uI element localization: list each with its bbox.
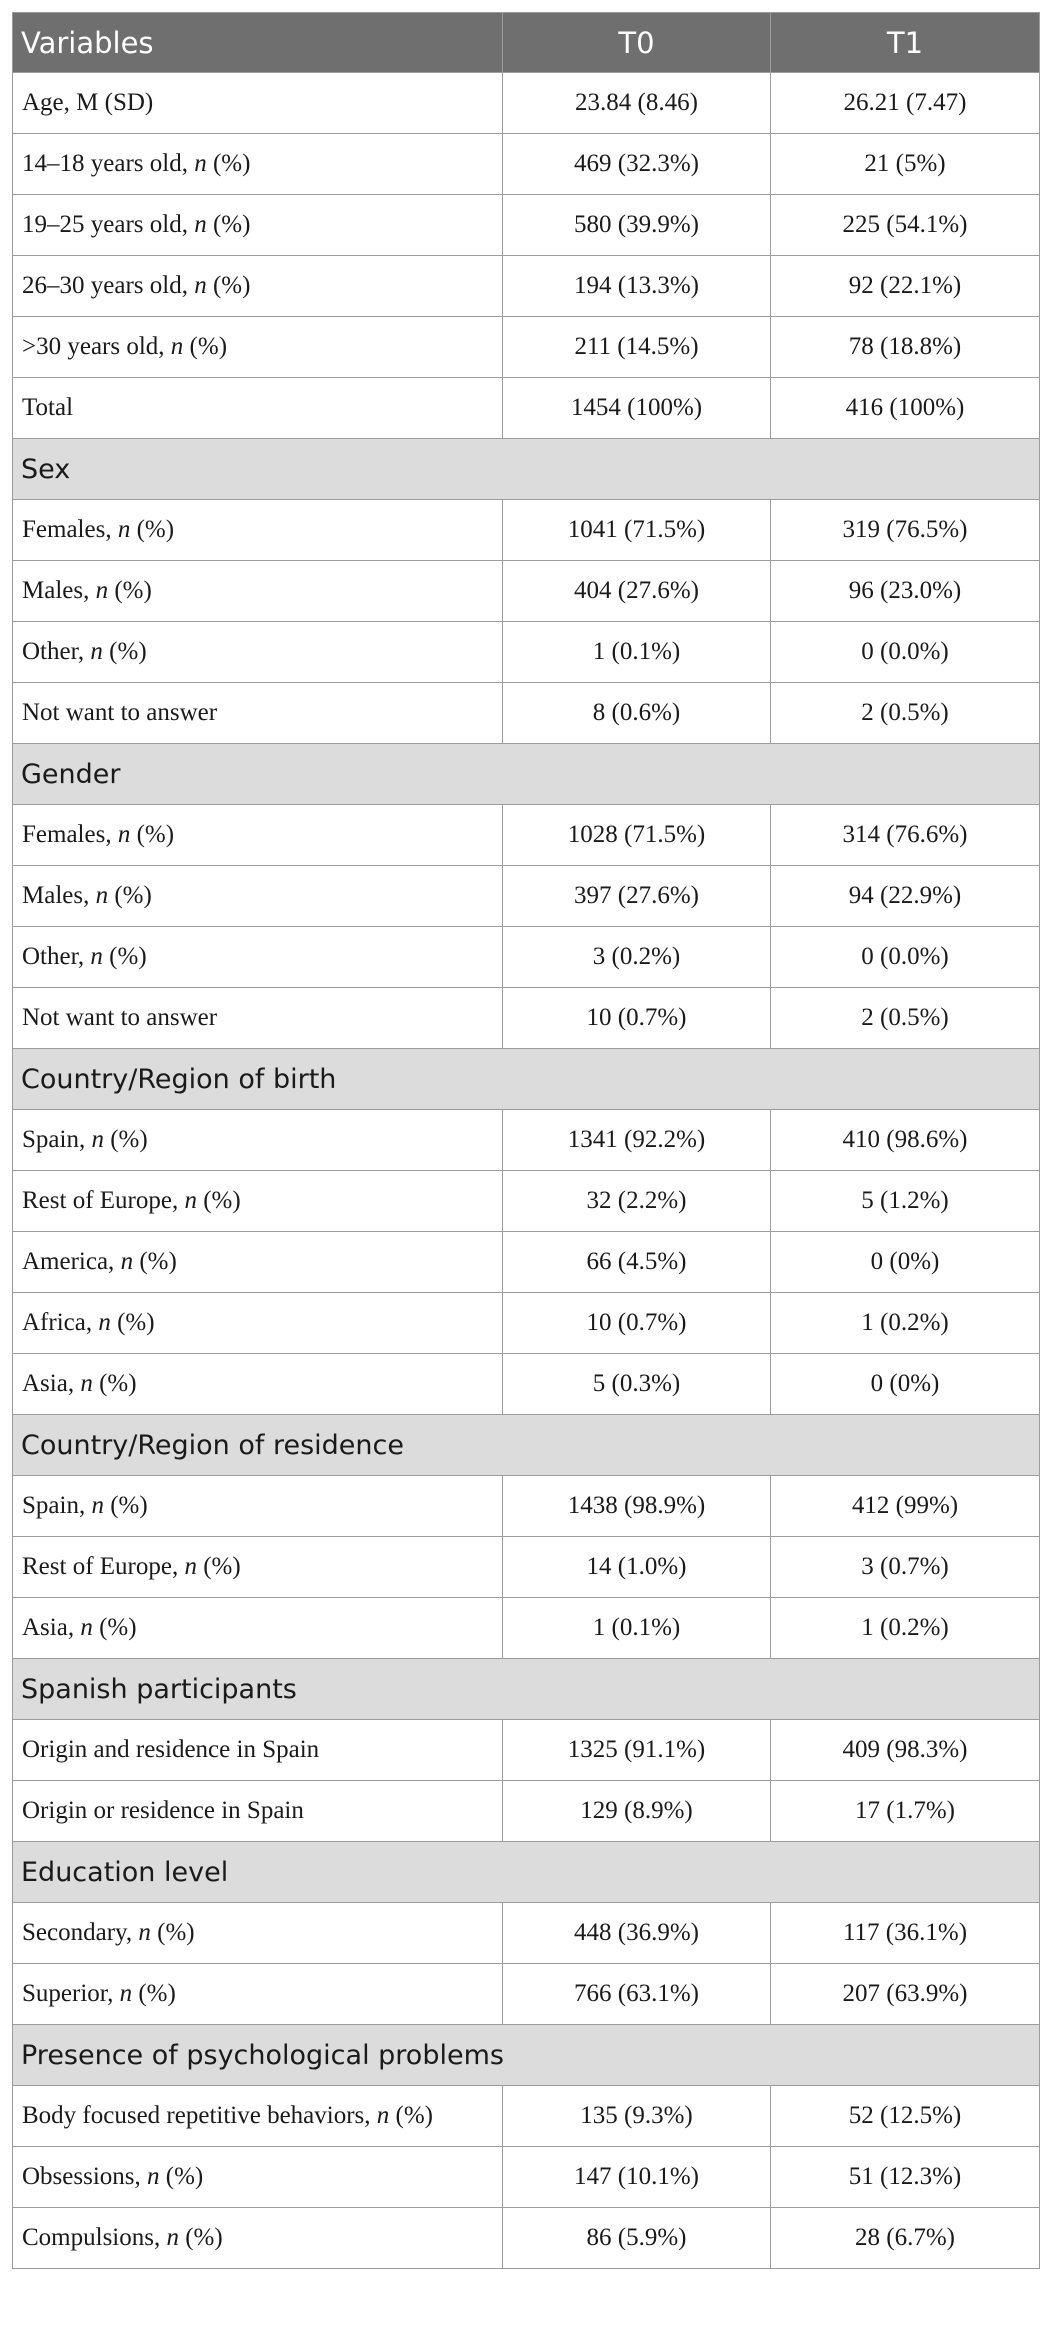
row-label-text: Compulsions, xyxy=(22,2224,161,2251)
cell-t1: 92 (22.1%) xyxy=(771,256,1040,317)
row-label xyxy=(13,1476,503,1537)
row-label xyxy=(13,1903,503,1964)
row-label xyxy=(13,134,503,195)
cell-t1: 96 (23.0%) xyxy=(771,561,1040,622)
cell-t1: 28 (6.7%) xyxy=(771,2208,1040,2269)
percent-symbol: (%) xyxy=(183,333,228,360)
n-symbol: n xyxy=(376,2102,390,2129)
cell-t1: 3 (0.7%) xyxy=(771,1537,1040,1598)
cell-t1: 1 (0.2%) xyxy=(771,1598,1040,1659)
row-label xyxy=(13,378,503,439)
n-symbol: n xyxy=(80,1614,93,1641)
row-label-text: Spain, xyxy=(22,1126,86,1153)
header-variables: Variables xyxy=(13,13,503,73)
percent-symbol: (%) xyxy=(130,821,175,848)
table-row xyxy=(13,1293,1040,1354)
row-label xyxy=(13,1964,503,2025)
cell-t0: 32 (2.2%) xyxy=(503,1171,771,1232)
cell-t0: 1041 (71.5%) xyxy=(503,500,771,561)
section-row xyxy=(13,1842,1040,1903)
section-row xyxy=(13,439,1040,500)
cell-t0: 86 (5.9%) xyxy=(503,2208,771,2269)
cell-t1: 0 (0%) xyxy=(771,1354,1040,1415)
percent-symbol: (%) xyxy=(103,1126,148,1153)
row-label-text: Asia, xyxy=(22,1370,75,1397)
cell-t1: 26.21 (7.47) xyxy=(771,73,1040,134)
row-label-text: Rest of Europe, xyxy=(22,1553,179,1580)
section-row xyxy=(13,2025,1040,2086)
table-row xyxy=(13,500,1040,561)
row-label xyxy=(13,805,503,866)
row-label-text: 26–30 years old, xyxy=(22,272,188,299)
row-label xyxy=(13,1598,503,1659)
section-row xyxy=(13,1659,1040,1720)
row-label-text: Superior, xyxy=(22,1980,114,2007)
table-body xyxy=(13,73,1040,2269)
row-label-text: Males, xyxy=(22,882,90,909)
percent-symbol: (%) xyxy=(206,150,251,177)
row-label-text: Spain, xyxy=(22,1492,86,1519)
cell-t0: 8 (0.6%) xyxy=(503,683,771,744)
percent-symbol: (%) xyxy=(150,1919,195,1946)
percent-symbol: (%) xyxy=(92,1614,137,1641)
n-symbol: n xyxy=(120,1248,134,1275)
row-label xyxy=(13,2208,503,2269)
n-symbol: n xyxy=(117,821,131,848)
n-symbol: n xyxy=(119,1980,133,2007)
table-row xyxy=(13,1354,1040,1415)
row-label xyxy=(13,1110,503,1171)
row-label-text: Asia, xyxy=(22,1614,75,1641)
cell-t1: 52 (12.5%) xyxy=(771,2086,1040,2147)
table-row xyxy=(13,1232,1040,1293)
row-label-text: Secondary, xyxy=(22,1919,133,1946)
row-label xyxy=(13,256,503,317)
row-label-text: Africa, xyxy=(22,1309,93,1336)
cell-t0: 135 (9.3%) xyxy=(503,2086,771,2147)
cell-t1: 51 (12.3%) xyxy=(771,2147,1040,2208)
cell-t0: 194 (13.3%) xyxy=(503,256,771,317)
row-label xyxy=(13,73,503,134)
section-heading: Presence of psychological problems xyxy=(13,2025,1040,2086)
cell-t1: 0 (0.0%) xyxy=(771,622,1040,683)
row-label xyxy=(13,622,503,683)
n-symbol: n xyxy=(166,2224,179,2251)
table-row xyxy=(13,805,1040,866)
cell-t0: 5 (0.3%) xyxy=(503,1354,771,1415)
cell-t0: 580 (39.9%) xyxy=(503,195,771,256)
row-label xyxy=(13,927,503,988)
n-symbol: n xyxy=(170,333,184,360)
section-heading: Sex xyxy=(13,439,1040,500)
cell-t1: 412 (99%) xyxy=(771,1476,1040,1537)
cell-t0: 1 (0.1%) xyxy=(503,622,771,683)
header-t0: T0 xyxy=(503,13,771,73)
row-label xyxy=(13,1537,503,1598)
n-symbol: n xyxy=(184,1187,197,1214)
table-row xyxy=(13,195,1040,256)
table-row xyxy=(13,2147,1040,2208)
percent-symbol: (%) xyxy=(92,1370,137,1397)
percent-symbol: (%) xyxy=(206,272,251,299)
row-label xyxy=(13,988,503,1049)
row-label-text: Origin or residence in Spain xyxy=(22,1797,304,1824)
row-label xyxy=(13,1720,503,1781)
row-label-text: Females, xyxy=(22,821,112,848)
row-label-text: Other, xyxy=(22,943,85,970)
table-row xyxy=(13,866,1040,927)
percent-symbol: (%) xyxy=(130,516,175,543)
section-heading: Spanish participants xyxy=(13,1659,1040,1720)
table-row xyxy=(13,1476,1040,1537)
table-row xyxy=(13,1781,1040,1842)
table-row xyxy=(13,134,1040,195)
n-symbol: n xyxy=(95,577,109,604)
n-symbol: n xyxy=(98,1309,111,1336)
cell-t0: 66 (4.5%) xyxy=(503,1232,771,1293)
row-label-text: Other, xyxy=(22,638,85,665)
section-heading: Country/Region of residence xyxy=(13,1415,1040,1476)
table-row xyxy=(13,622,1040,683)
table-row xyxy=(13,1720,1040,1781)
cell-t0: 469 (32.3%) xyxy=(503,134,771,195)
cell-t1: 314 (76.6%) xyxy=(771,805,1040,866)
percent-symbol: (%) xyxy=(132,1980,176,2007)
table-row xyxy=(13,988,1040,1049)
cell-t0: 404 (27.6%) xyxy=(503,561,771,622)
row-label xyxy=(13,317,503,378)
row-label xyxy=(13,866,503,927)
percent-symbol: (%) xyxy=(196,1553,241,1580)
cell-t0: 1438 (98.9%) xyxy=(503,1476,771,1537)
cell-t0: 1 (0.1%) xyxy=(503,1598,771,1659)
n-symbol: n xyxy=(184,1553,197,1580)
cell-t1: 1 (0.2%) xyxy=(771,1293,1040,1354)
percent-symbol: (%) xyxy=(110,1309,155,1336)
row-label xyxy=(13,1293,503,1354)
cell-t0: 1325 (91.1%) xyxy=(503,1720,771,1781)
table-header-row xyxy=(13,13,1040,73)
n-symbol: n xyxy=(194,211,207,238)
cell-t1: 409 (98.3%) xyxy=(771,1720,1040,1781)
row-label xyxy=(13,500,503,561)
cell-t0: 10 (0.7%) xyxy=(503,1293,771,1354)
table-row xyxy=(13,2086,1040,2147)
cell-t1: 2 (0.5%) xyxy=(771,988,1040,1049)
table-row xyxy=(13,1537,1040,1598)
table-row xyxy=(13,561,1040,622)
n-symbol: n xyxy=(91,1126,104,1153)
cell-t1: 5 (1.2%) xyxy=(771,1171,1040,1232)
row-label-text: >30 years old, xyxy=(22,333,165,360)
cell-t1: 0 (0.0%) xyxy=(771,927,1040,988)
demographics-table xyxy=(12,12,1040,2269)
section-heading: Country/Region of birth xyxy=(13,1049,1040,1110)
n-symbol: n xyxy=(95,882,109,909)
cell-t1: 17 (1.7%) xyxy=(771,1781,1040,1842)
section-row xyxy=(13,1415,1040,1476)
cell-t1: 78 (18.8%) xyxy=(771,317,1040,378)
row-label-text: Total xyxy=(22,394,74,421)
table-row xyxy=(13,1110,1040,1171)
row-label-text: Obsessions, xyxy=(22,2163,141,2190)
table-row xyxy=(13,256,1040,317)
percent-symbol: (%) xyxy=(178,2224,223,2251)
row-label-text: Not want to answer xyxy=(22,1004,218,1031)
section-row xyxy=(13,744,1040,805)
table-row xyxy=(13,1171,1040,1232)
cell-t1: 410 (98.6%) xyxy=(771,1110,1040,1171)
cell-t0: 3 (0.2%) xyxy=(503,927,771,988)
cell-t0: 211 (14.5%) xyxy=(503,317,771,378)
cell-t1: 0 (0%) xyxy=(771,1232,1040,1293)
table-row xyxy=(13,1903,1040,1964)
row-label xyxy=(13,1232,503,1293)
percent-symbol: (%) xyxy=(108,577,152,604)
table-row xyxy=(13,317,1040,378)
row-label xyxy=(13,1781,503,1842)
n-symbol: n xyxy=(80,1370,93,1397)
section-heading: Education level xyxy=(13,1842,1040,1903)
cell-t1: 21 (5%) xyxy=(771,134,1040,195)
row-label-text: 19–25 years old, xyxy=(22,211,188,238)
table-row xyxy=(13,927,1040,988)
table-row xyxy=(13,73,1040,134)
demographics-table-container xyxy=(12,12,1039,2269)
cell-t0: 14 (1.0%) xyxy=(503,1537,771,1598)
cell-t1: 94 (22.9%) xyxy=(771,866,1040,927)
row-label xyxy=(13,683,503,744)
row-label xyxy=(13,195,503,256)
row-label xyxy=(13,2086,503,2147)
row-label-text: Age, M (SD) xyxy=(22,89,154,116)
percent-symbol: (%) xyxy=(389,2102,433,2129)
cell-t0: 397 (27.6%) xyxy=(503,866,771,927)
cell-t1: 225 (54.1%) xyxy=(771,195,1040,256)
n-symbol: n xyxy=(90,943,103,970)
n-symbol: n xyxy=(194,272,207,299)
row-label-text: Males, xyxy=(22,577,90,604)
n-symbol: n xyxy=(117,516,131,543)
percent-symbol: (%) xyxy=(108,882,152,909)
row-label xyxy=(13,561,503,622)
section-row xyxy=(13,1049,1040,1110)
table-row xyxy=(13,683,1040,744)
n-symbol: n xyxy=(91,1492,104,1519)
percent-symbol: (%) xyxy=(102,638,147,665)
percent-symbol: (%) xyxy=(196,1187,241,1214)
row-label xyxy=(13,1171,503,1232)
n-symbol: n xyxy=(90,638,103,665)
row-label-text: 14–18 years old, xyxy=(22,150,188,177)
table-row xyxy=(13,2208,1040,2269)
row-label xyxy=(13,1354,503,1415)
cell-t0: 23.84 (8.46) xyxy=(503,73,771,134)
percent-symbol: (%) xyxy=(133,1248,177,1275)
cell-t1: 207 (63.9%) xyxy=(771,1964,1040,2025)
row-label-text: Rest of Europe, xyxy=(22,1187,179,1214)
header-t1: T1 xyxy=(771,13,1040,73)
n-symbol: n xyxy=(194,150,207,177)
cell-t1: 117 (36.1%) xyxy=(771,1903,1040,1964)
cell-t0: 147 (10.1%) xyxy=(503,2147,771,2208)
percent-symbol: (%) xyxy=(159,2163,204,2190)
row-label-text: Body focused repetitive behaviors, xyxy=(22,2102,371,2129)
cell-t0: 129 (8.9%) xyxy=(503,1781,771,1842)
cell-t0: 1454 (100%) xyxy=(503,378,771,439)
section-heading: Gender xyxy=(13,744,1040,805)
row-label-text: Not want to answer xyxy=(22,699,218,726)
n-symbol: n xyxy=(147,2163,160,2190)
n-symbol: n xyxy=(138,1919,151,1946)
cell-t1: 416 (100%) xyxy=(771,378,1040,439)
percent-symbol: (%) xyxy=(103,1492,148,1519)
cell-t0: 10 (0.7%) xyxy=(503,988,771,1049)
percent-symbol: (%) xyxy=(102,943,147,970)
row-label-text: America, xyxy=(22,1248,115,1275)
cell-t0: 448 (36.9%) xyxy=(503,1903,771,1964)
row-label-text: Origin and residence in Spain xyxy=(22,1736,320,1763)
cell-t1: 2 (0.5%) xyxy=(771,683,1040,744)
row-label-text: Females, xyxy=(22,516,112,543)
row-label xyxy=(13,2147,503,2208)
percent-symbol: (%) xyxy=(206,211,251,238)
cell-t1: 319 (76.5%) xyxy=(771,500,1040,561)
cell-t0: 766 (63.1%) xyxy=(503,1964,771,2025)
table-row xyxy=(13,1598,1040,1659)
table-row xyxy=(13,378,1040,439)
cell-t0: 1028 (71.5%) xyxy=(503,805,771,866)
table-row xyxy=(13,1964,1040,2025)
cell-t0: 1341 (92.2%) xyxy=(503,1110,771,1171)
